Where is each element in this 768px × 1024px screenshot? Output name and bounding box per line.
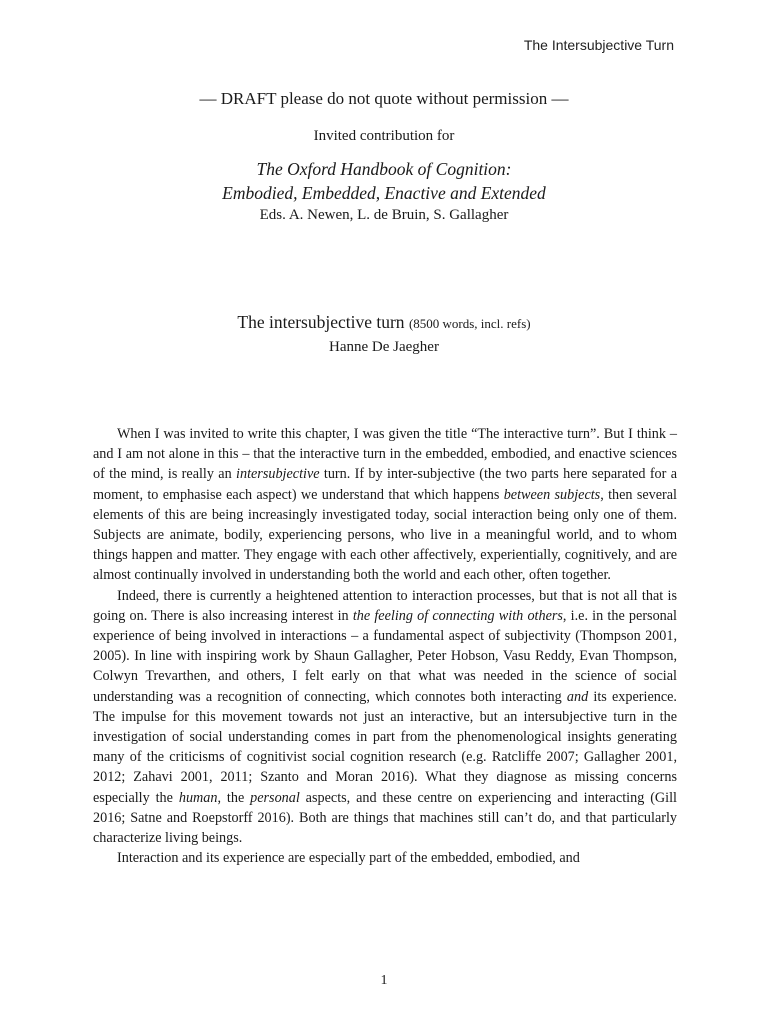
paragraph-text: Indeed, there is currently a heightened attention to interaction processes, but that is not all that is going on. There is also increasing interest in <box>93 587 677 624</box>
invited-line: Invited contribution for <box>313 128 455 144</box>
emphasis-text: intersubjective <box>236 466 320 483</box>
author-name: Hanne De Jaegher <box>329 339 439 355</box>
paragraph-text: its experience. The impulse for this movement towards not just an interactive, but an intersubjective turn in the investigation of social understanding comes in part from the phenomenological insights generating many of the criticisms of cognitivist social cognition research (e.g. Ratcliffe 2007; Gallagher 2001, 2012; Zahavi 2001, 2011; Szanto and Moran 2016). What they diagnose as missing concerns especially the <box>93 688 677 806</box>
body-text <box>93 424 677 868</box>
handbook-title <box>0 157 768 205</box>
body-paragraph <box>93 848 677 868</box>
chapter-title: The intersubjective turn <box>237 312 405 332</box>
paragraph-text: , i.e. in the personal experience of being involved in interactions – a fundamental aspect of subjectivity (Thompson 2001, 2005). In line with inspiring work by Shaun Gallagher, Peter Hobson, Vasu Reddy, Evan Thompson, Colwyn Trevarthen, and others, I felt early on that what was needed in the science of social understanding was a recognition of connecting, which connotes both interacting <box>93 607 677 705</box>
chapter-title-line <box>0 312 768 333</box>
paragraph-text: When I was invited to write this chapter, I was given the title “The interactive turn”. But I think – and I am not alone in this – that the interactive turn in the embedded, embodied, and enactive sciences of the mind, is really an <box>93 426 677 483</box>
paragraph-text: , the <box>217 789 251 806</box>
draft-notice: — DRAFT please do not quote without permission — <box>199 89 569 108</box>
word-count: (8500 words, incl. refs) <box>408 316 531 331</box>
emphasis-text: human <box>178 789 218 806</box>
body-paragraph <box>93 586 677 849</box>
running-head: The Intersubjective Turn <box>523 37 674 53</box>
page-number: 1 <box>380 973 388 988</box>
emphasis-text: between subjects <box>503 486 601 503</box>
handbook-title-line-1: The Oxford Handbook of Cognition: <box>256 159 512 179</box>
paragraph-text: turn. If by inter-subjective (the two parts here separated for a moment, to emphasise each aspect) we understand that which happens <box>93 466 677 503</box>
handbook-title-line-2: Embodied, Embedded, Enactive and Extended <box>222 183 546 203</box>
emphasis-text: the feeling of connecting with others <box>352 607 563 624</box>
body-paragraph <box>93 424 677 586</box>
emphasis-text: and <box>566 688 589 705</box>
paragraph-text: aspects, and these centre on experiencing and interacting (Gill 2016; Satne and Roepstorff 2016). Both are things that machines still can’t do, and that particularly characterize living beings. <box>93 789 678 847</box>
paragraph-text: , then several elements of this are being increasingly investigated today, social interaction being only one of them. Subjects are animate, bodily, experiencing persons, who live in a meaningful world, and to whom things happen and matter. They engage with each other affectively, experientially, cognitively, and are almost continually involved in understanding both the world and each other, often together. <box>93 486 677 584</box>
editors-line: Eds. A. Newen, L. de Bruin, S. Gallagher <box>259 207 509 223</box>
emphasis-text: personal <box>250 789 300 806</box>
paragraph-text: Interaction and its experience are especially part of the embedded, embodied, and <box>117 850 580 867</box>
